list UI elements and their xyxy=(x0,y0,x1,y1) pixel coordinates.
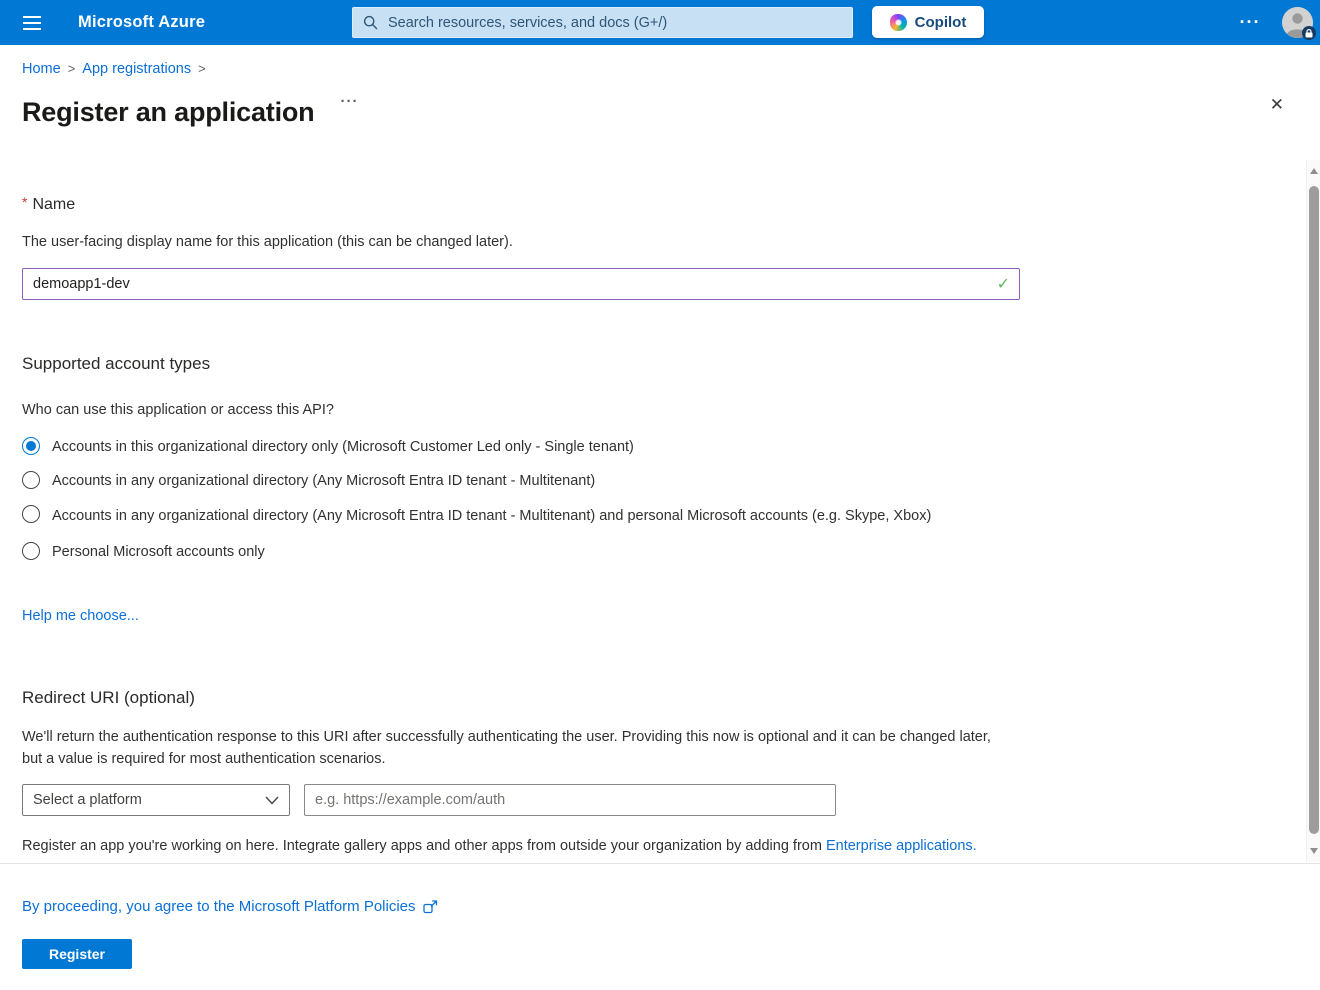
global-search[interactable] xyxy=(352,7,853,38)
enterprise-applications-link[interactable]: Enterprise applications. xyxy=(825,838,977,854)
copilot-label: Copilot xyxy=(914,13,967,31)
more-options-icon[interactable] xyxy=(1233,0,1267,45)
redirect-uri-description: We'll return the authentication response to this URI after successfully authenticating the user. Providing this now is optional and it can be changed later, but a value is required for most authentication scenarios. xyxy=(22,729,991,767)
radio-selected-icon[interactable] xyxy=(22,437,40,455)
scroll-down-icon[interactable] xyxy=(1310,848,1318,854)
radio-unselected-icon[interactable] xyxy=(22,505,40,523)
enterprise-apps-note xyxy=(22,836,1320,856)
account-type-option-multitenant[interactable] xyxy=(22,470,1320,491)
footer-divider xyxy=(0,863,1320,864)
supported-account-types-heading: Supported account types xyxy=(22,354,211,373)
policy-row xyxy=(22,898,1320,915)
lock-badge xyxy=(1302,26,1316,40)
valid-check-icon xyxy=(997,274,1010,294)
register-form xyxy=(0,131,1320,863)
lock-icon xyxy=(1305,29,1313,38)
scrollbar[interactable] xyxy=(1306,160,1320,862)
register-button[interactable]: Register xyxy=(22,939,132,969)
close-icon[interactable] xyxy=(1266,91,1288,119)
page-title: Register an application xyxy=(22,97,315,127)
name-input-wrap xyxy=(22,268,1020,300)
redirect-uri-heading: Redirect URI (optional) xyxy=(22,688,195,707)
account-types-radio-group xyxy=(22,436,1320,562)
account-type-option-personal-only[interactable] xyxy=(22,541,1320,562)
breadcrumb-app-registrations[interactable]: App registrations xyxy=(82,61,192,77)
platform-select-value: Select a platform xyxy=(33,792,142,808)
scrollbar-thumb[interactable] xyxy=(1309,186,1319,834)
account-types-question: Who can use this application or access this API? xyxy=(22,402,334,418)
chevron-down-icon xyxy=(265,796,279,805)
name-label xyxy=(22,191,1320,216)
redirect-uri-controls xyxy=(22,784,1320,816)
copilot-button[interactable] xyxy=(872,6,984,38)
search-input[interactable] xyxy=(386,14,842,32)
note-text: Register an app you're working on here. Integrate gallery apps and other apps from outside your organization by adding from xyxy=(22,838,826,854)
account-type-option-multitenant-personal[interactable] xyxy=(22,504,1320,528)
account-type-option-single-tenant[interactable] xyxy=(22,436,1320,457)
chevron-right-icon: > xyxy=(198,61,206,76)
copilot-icon xyxy=(890,14,907,31)
redirect-uri-input[interactable] xyxy=(304,784,836,816)
external-link-icon xyxy=(423,900,438,914)
platform-select[interactable] xyxy=(22,784,290,816)
name-label-text: Name xyxy=(32,196,76,213)
required-asterisk: * xyxy=(22,194,28,210)
radio-unselected-icon[interactable] xyxy=(22,542,40,560)
radio-label: Accounts in any organizational directory (Any Microsoft Entra ID tenant - Multitenant) xyxy=(52,473,596,489)
azure-top-bar xyxy=(0,0,1320,45)
radio-label: Accounts in this organizational directory only (Microsoft Customer Led only - Single tenant) xyxy=(52,439,634,455)
title-row xyxy=(22,93,1320,131)
breadcrumb xyxy=(22,59,1320,79)
name-input[interactable] xyxy=(22,268,1020,300)
radio-label: Accounts in any organizational directory (Any Microsoft Entra ID tenant - Multitenant) and personal Microsoft accounts (e.g. Skype, Xbox) xyxy=(52,508,932,524)
search-icon xyxy=(363,15,378,30)
hamburger-menu-icon[interactable] xyxy=(12,0,52,45)
name-description: The user-facing display name for this application (this can be changed later). xyxy=(22,234,513,250)
help-me-choose-link[interactable]: Help me choose... xyxy=(22,608,139,624)
radio-label: Personal Microsoft accounts only xyxy=(52,544,265,560)
title-more-options-icon[interactable] xyxy=(341,93,359,110)
avatar[interactable] xyxy=(1282,7,1313,38)
chevron-right-icon: > xyxy=(67,61,76,76)
platform-policies-link[interactable]: By proceeding, you agree to the Microsoft Platform Policies xyxy=(22,898,416,915)
radio-unselected-icon[interactable] xyxy=(22,471,40,489)
brand-title: Microsoft Azure xyxy=(78,13,206,31)
breadcrumb-home[interactable]: Home xyxy=(22,61,61,77)
footer xyxy=(0,898,1320,969)
scroll-up-icon[interactable] xyxy=(1310,168,1318,174)
